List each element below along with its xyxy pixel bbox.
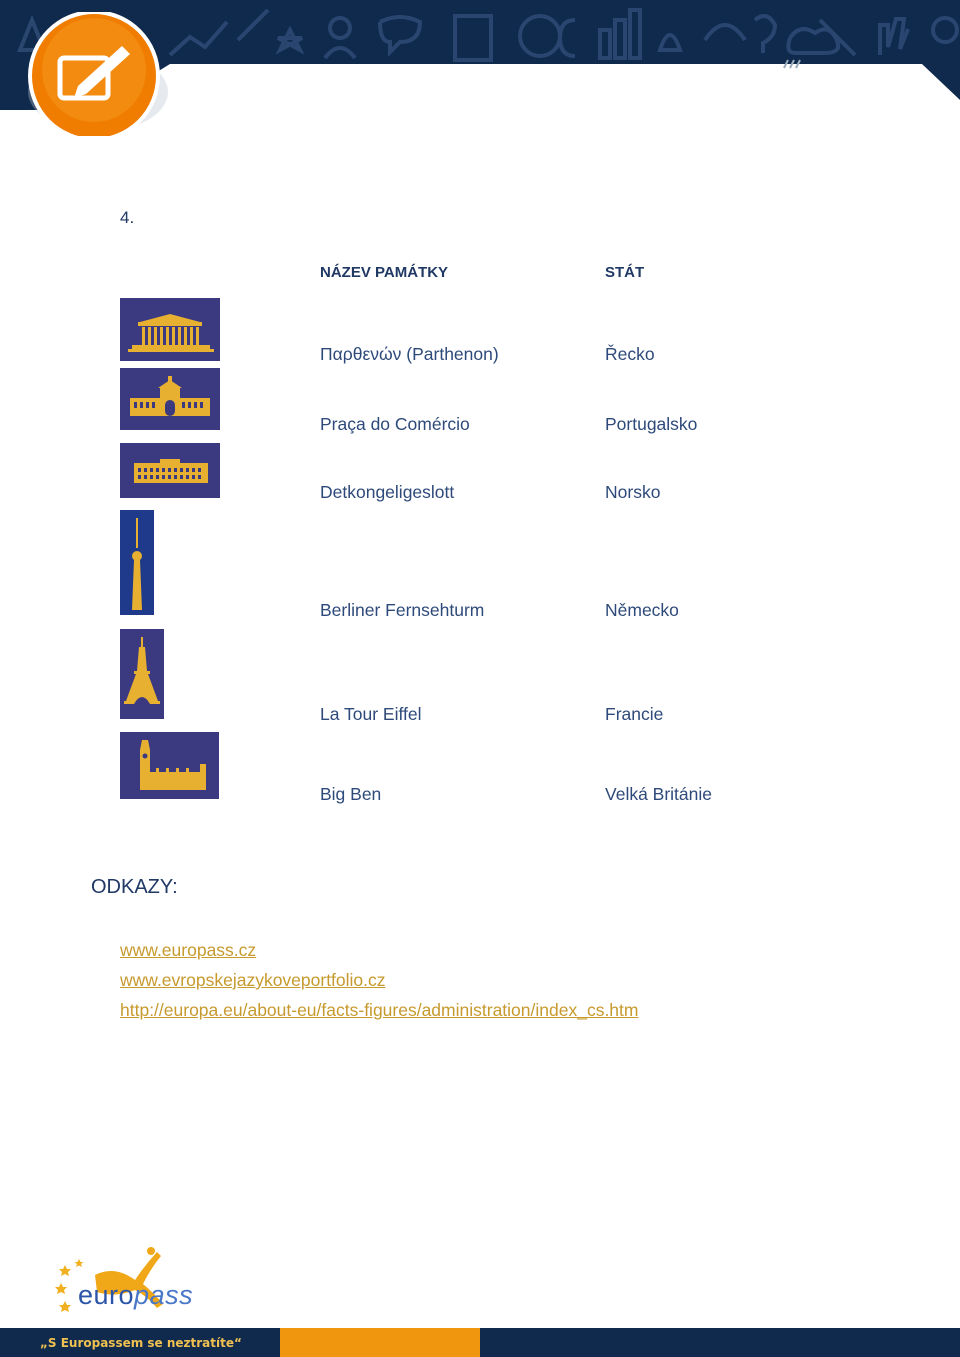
logo-pass: pass xyxy=(134,1280,194,1310)
praca-do-comercio-icon xyxy=(120,368,220,430)
table-cell-state: Francie xyxy=(605,704,664,724)
table-cell-name: Big Ben xyxy=(320,784,382,804)
references-title: ODKAZY: xyxy=(91,876,178,898)
edit-badge-icon xyxy=(22,12,172,136)
column-header-state: STÁT xyxy=(605,264,645,281)
footer-slogan: „S Europassem se neztratíte“ xyxy=(40,1336,242,1350)
table-cell-name: Praça do Comércio xyxy=(320,414,470,434)
item-number: 4. xyxy=(120,208,135,227)
europass-logo-text xyxy=(78,1280,193,1311)
parthenon-icon xyxy=(120,298,220,361)
column-header-name: NÁZEV PAMÁTKY xyxy=(320,264,449,281)
table-cell-name: Παρθενών (Parthenon) xyxy=(320,344,499,364)
link-europass[interactable]: www.europass.cz xyxy=(120,940,257,960)
big-ben-icon xyxy=(120,732,219,799)
royal-palace-icon xyxy=(120,443,220,498)
link-evropskejazykoveportfolio[interactable]: www.evropskejazykoveportfolio.cz xyxy=(120,970,386,990)
table-cell-state: Velká Británie xyxy=(605,784,713,804)
table-cell-name: Berliner Fernsehturm xyxy=(320,600,485,620)
table-cell-name: Detkongeligeslott xyxy=(320,482,455,502)
eiffel-tower-icon xyxy=(120,629,164,719)
logo-euro: euro xyxy=(78,1280,135,1310)
table-cell-name: La Tour Eiffel xyxy=(320,704,422,724)
tv-tower-icon xyxy=(120,510,154,615)
table-cell-state: Řecko xyxy=(605,344,655,364)
link-europa-eu[interactable]: http://europa.eu/about-eu/facts-figures/administration/index_cs.htm xyxy=(120,1000,639,1020)
footer-orange-block xyxy=(280,1328,480,1357)
table-cell-state: Německo xyxy=(605,600,679,620)
table-cell-state: Portugalsko xyxy=(605,414,698,434)
table-cell-state: Norsko xyxy=(605,482,661,502)
